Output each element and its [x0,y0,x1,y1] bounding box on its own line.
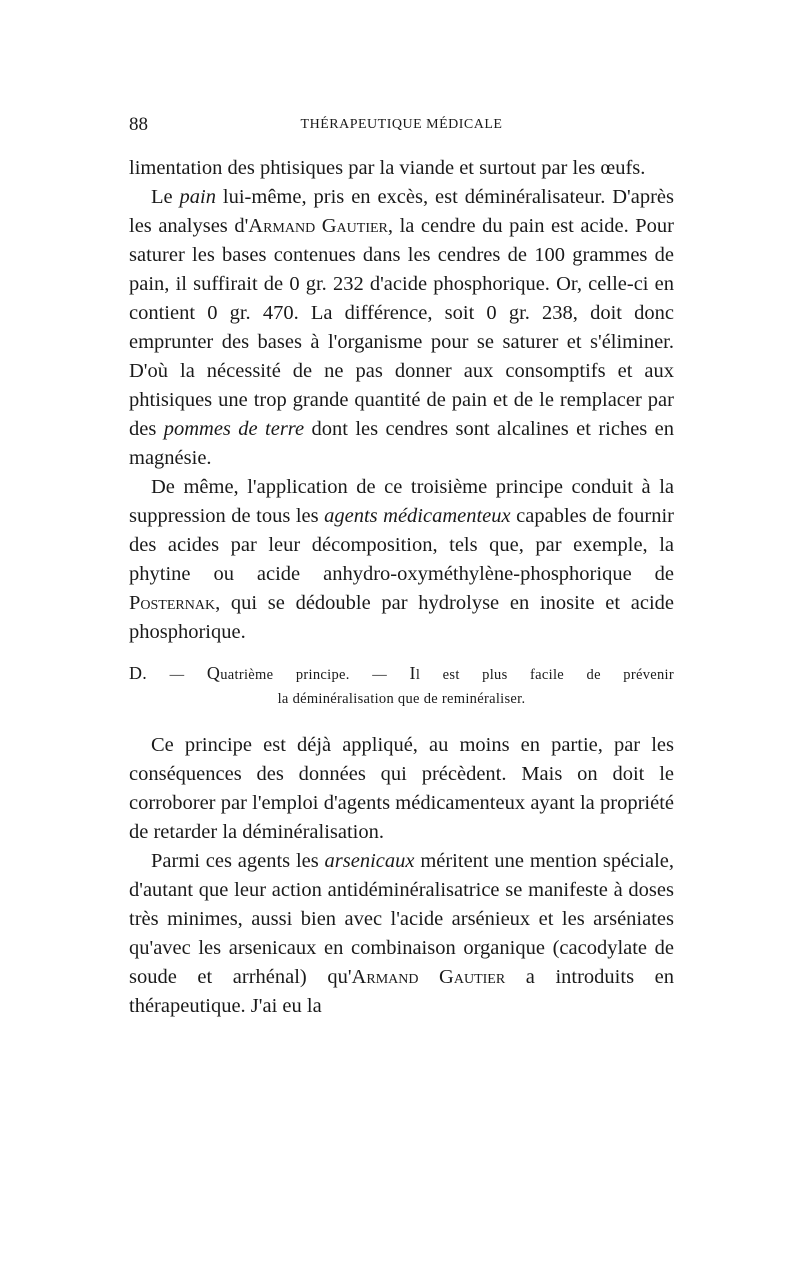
paragraph-text: lui-même, pris en excès, est déminéralisateur. D'après les analyses d' [129,186,674,237]
paragraph-bread [129,183,674,473]
heading-dash: — [147,667,207,683]
page-number: 88 [129,114,148,135]
section-heading-line-1 [129,661,674,687]
paragraph-fourth-principle [129,731,674,847]
running-head [129,114,674,142]
paragraph-text: capables de fournir des acides par leur décomposition, tels que, par exemple, la phytine ou acide anhydro-oxyméthylène-phosphorique de [129,505,674,585]
heading-dash: — [349,667,410,683]
paragraph-text: méritent une mention spéciale, d'autant que leur action antidéminéralisatrice se manifeste à doses très minimes, aussi bien avec l'acide arsénieux et les arséniates qu'avec les arsenicaux en combinaison organique (cacodylate de soude et arrhénal) qu' [129,850,674,988]
paragraph-third-principle [129,473,674,647]
paragraph-text: dont les cendres sont alcalines et riches en magnésie. [129,418,675,469]
principle-statement: l est plus facile de prévenir [415,667,675,683]
paragraph-arsenicals [129,847,674,1021]
paragraph-text: Ce principe est déjà appliqué, au moins en partie, par les conséquences des données qui précèdent. Mais on doit le corroborer par l'emploi d'agents médicamenteux ayant la propriété de retarder la déminéralisation. [129,734,674,843]
italic-term: arsenicaux [324,850,415,872]
paragraph-text: limentation des phtisiques par la viande et surtout par les œufs. [129,157,646,179]
paragraph-continuation [129,154,674,183]
paragraph-text: , qui se dédouble par hydrolyse en inosite et acide phosphorique. [129,592,674,643]
running-title: THÉRAPEUTIQUE MÉDICALE [300,117,503,132]
heading-initial: Q [206,663,221,683]
paragraph-text: Parmi ces agents les [151,850,325,872]
italic-term: agents médicamenteux [324,505,511,527]
section-label: D. [129,663,148,683]
author-name: Posternak [129,592,216,614]
italic-term: pain [179,186,216,208]
italic-term: pommes de terre [163,418,305,440]
author-name: Armand Gautier [248,215,388,237]
paragraph-text: a introduits en thérapeutique. J'ai eu la [129,966,674,1017]
heading-initial: I [409,663,416,683]
paragraph-text: , la cendre du pain est acide. Pour saturer les bases contenues dans les cendres de 100 grammes de pain, il suffirait de 0 gr. 232 d'acide phosphorique. Or, celle-ci en contient 0 gr. 470. La différence, soit 0 gr. 238, doit donc emprunter des bases à l'organisme pour se saturer et s'éliminer. D'où la nécessité de ne pas donner aux consomptifs et aux phtisiques une trop grande quantité de pain et de le remplacer par des [129,215,674,440]
section-heading [129,661,674,711]
section-heading-line-2: la déminéralisation que de reminéraliser. [277,691,526,707]
author-name: Armand Gautier [351,966,506,988]
paragraph-text: Le [151,186,180,208]
paragraph-text: De même, l'application de ce troisième principe conduit à la suppression de tous les [129,476,674,527]
book-page [129,114,674,1021]
principle-title: uatrième principe. [220,667,350,683]
